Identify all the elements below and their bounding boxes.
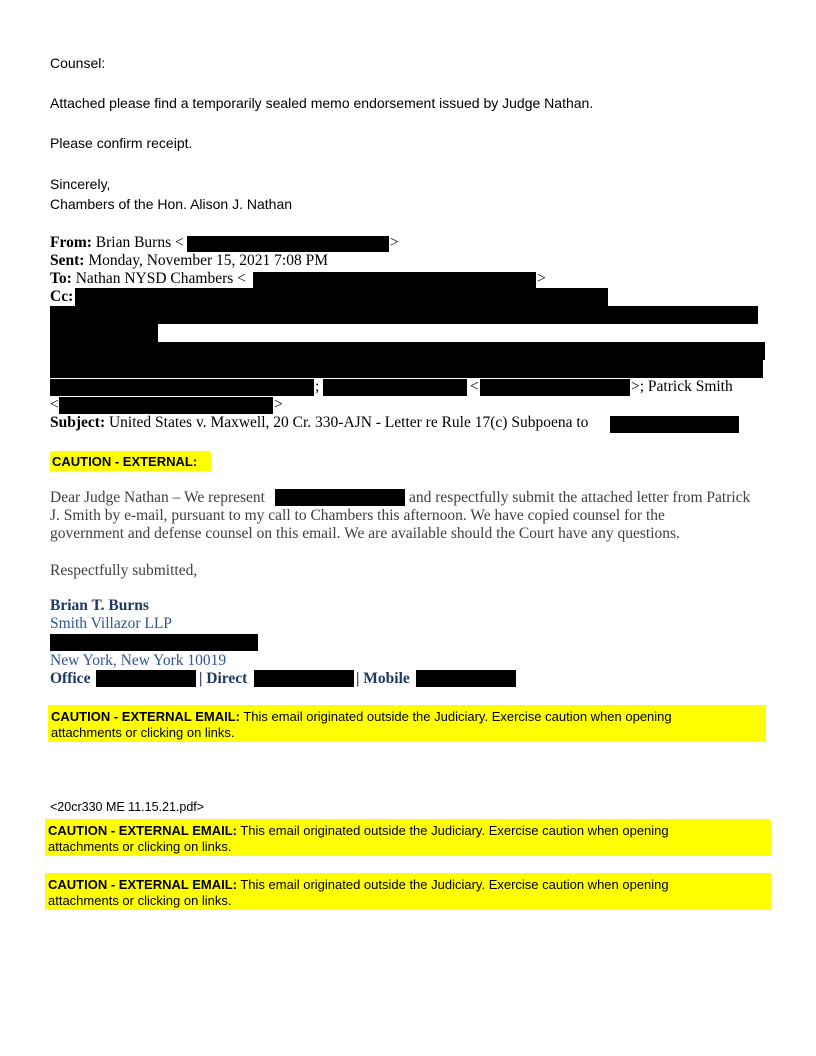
body-p1-line2: J. Smith by e-mail, pursuant to my call to Chambers this afternoon. We have copied counsel for the: [50, 507, 665, 524]
from-label: From:: [50, 234, 92, 251]
sent-line: [50, 252, 328, 270]
caution-email-bold: CAUTION - EXTERNAL EMAIL:: [51, 709, 240, 724]
body-line-1: Attached please find a temporarily sealed memo endorsement issued by Judge Nathan.: [50, 95, 594, 111]
caution-email-line2: attachments or clicking on links.: [51, 725, 235, 740]
redaction: [187, 236, 389, 252]
redaction: [75, 288, 608, 306]
cc-label: Cc:: [50, 288, 74, 305]
redaction: [50, 306, 758, 324]
redaction: [50, 324, 158, 342]
sig-direct-label: | Direct: [199, 670, 248, 687]
attachment-link[interactable]: <20cr330 ME 11.15.21.pdf>: [50, 800, 205, 814]
from-end: >: [390, 234, 399, 251]
redaction: [254, 670, 354, 687]
redaction: [59, 397, 273, 414]
redaction: [50, 342, 765, 360]
to-value: Nathan NYSD Chambers <: [75, 270, 246, 287]
signature: Chambers of the Hon. Alison J. Nathan: [50, 196, 293, 212]
greeting: Counsel:: [50, 55, 106, 71]
redaction: [50, 634, 258, 651]
subject-line: [50, 414, 588, 432]
sig-office-label: Office: [50, 670, 91, 687]
caution-email-bold: CAUTION - EXTERNAL EMAIL:: [48, 823, 237, 838]
redaction: [323, 379, 467, 396]
sent-label: Sent:: [50, 252, 85, 269]
redaction: [416, 670, 516, 687]
sig-city: New York, New York 10019: [50, 652, 227, 669]
caution-email-line2: attachments or clicking on links.: [48, 839, 232, 854]
caution-email-text: [48, 877, 669, 892]
caution-label: CAUTION - EXTERNAL:: [52, 454, 198, 469]
sig-name: Brian T. Burns: [50, 597, 149, 614]
body-p1-a: Dear Judge Nathan – We represent: [50, 489, 265, 506]
redaction: [253, 272, 536, 288]
redaction: [480, 379, 630, 396]
subject-label: Subject:: [50, 414, 106, 431]
cc-patrick: >; Patrick Smith: [631, 378, 733, 395]
redaction: [50, 360, 763, 378]
redaction: [275, 489, 405, 506]
closing: Sincerely,: [50, 176, 111, 192]
caution-email-body: This email originated outside the Judiciary. Exercise caution when opening: [236, 823, 669, 838]
caution-email-body: This email originated outside the Judiciary. Exercise caution when opening: [236, 877, 669, 892]
redaction: [96, 670, 196, 687]
caution-email-text: [51, 709, 672, 724]
cc-separator: ;: [315, 378, 320, 395]
redaction: [50, 379, 314, 396]
cc-gt-2: >: [274, 396, 283, 413]
subject-value: United States v. Maxwell, 20 Cr. 330-AJN - Letter re Rule 17(c) Subpoena to: [108, 414, 589, 431]
to-line: [50, 270, 246, 288]
caution-email-bold: CAUTION - EXTERNAL EMAIL:: [48, 877, 237, 892]
to-end: >: [537, 270, 546, 287]
from-line: [50, 234, 184, 252]
from-value: Brian Burns <: [95, 234, 184, 251]
sent-value: Monday, November 15, 2021 7:08 PM: [88, 252, 328, 269]
cc-lt-2: <: [50, 396, 59, 413]
body-p1-line3: government and defense counsel on this email. We are available should the Court have any questions.: [50, 525, 680, 542]
sig-firm: Smith Villazor LLP: [50, 615, 172, 632]
caution-email-text: [48, 823, 669, 838]
redaction: [610, 416, 739, 433]
body-line-2: Please confirm receipt.: [50, 135, 193, 151]
caution-email-line2: attachments or clicking on links.: [48, 893, 232, 908]
caution-email-body: This email originated outside the Judiciary. Exercise caution when opening: [239, 709, 672, 724]
cc-line: [50, 288, 73, 306]
body-p2: Respectfully submitted,: [50, 562, 198, 579]
cc-lt: <: [470, 378, 479, 395]
to-label: To:: [50, 270, 72, 287]
sig-mobile-label: | Mobile: [356, 670, 410, 687]
body-p1-b: and respectfully submit the attached letter from Patrick: [409, 489, 751, 506]
